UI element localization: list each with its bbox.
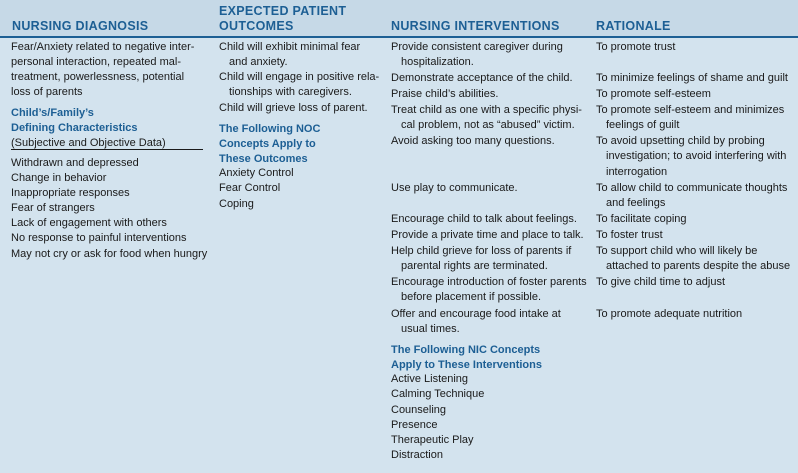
intervention-item: Treat child as one with a specific physi-	[391, 104, 582, 116]
intervention-item: Provide a private time and place to talk.	[391, 229, 584, 241]
intervention-item: Use play to communicate.	[391, 182, 518, 194]
intervention-item: Encourage introduction of foster parents	[391, 276, 587, 288]
rationale-item: To promote adequate nutrition	[596, 308, 743, 320]
intervention-item-cont: usual times.	[401, 323, 460, 335]
characteristic-item: Fear of strangers	[11, 202, 95, 214]
intervention-item: Praise child’s abilities.	[391, 88, 499, 100]
intervention-item: Offer and encourage food intake at	[391, 308, 561, 320]
diagnosis-line: treatment, powerlessness, potential	[11, 71, 185, 83]
rationale-item: To facilitate coping	[596, 213, 687, 225]
rationale-item: To promote self-esteem and minimizes	[596, 104, 785, 116]
characteristic-item: Change in behavior	[11, 172, 107, 184]
header-nursing-interventions: NURSING INTERVENTIONS	[391, 19, 560, 33]
diagnosis-line: personal interaction, repeated mal-	[11, 56, 181, 68]
noc-title: These Outcomes	[219, 153, 308, 165]
characteristics-title: Child’s/Family’s	[11, 107, 94, 119]
rationale-item: To promote trust	[596, 41, 676, 53]
characteristic-item: No response to painful interventions	[11, 232, 187, 244]
characteristic-item: May not cry or ask for food when hungry	[11, 248, 208, 260]
intervention-item-cont: hospitalization.	[401, 56, 474, 68]
diagnosis-line: loss of parents	[11, 86, 83, 98]
intervention-item-cont: cal problem, not as “abused” victim.	[401, 119, 575, 131]
rationale-item-cont: investigation; to avoid interfering with	[606, 150, 787, 162]
header-expected-outcomes-line2: OUTCOMES	[219, 19, 294, 33]
header-nursing-diagnosis: NURSING DIAGNOSIS	[12, 19, 149, 33]
noc-item: Fear Control	[219, 182, 281, 194]
rationale-item: To foster trust	[596, 229, 663, 241]
nic-title: The Following NIC Concepts	[391, 344, 541, 356]
noc-title: The Following NOC	[219, 123, 321, 135]
nic-item: Counseling	[391, 404, 447, 416]
characteristic-item: Inappropriate responses	[11, 187, 130, 199]
nic-item: Calming Technique	[391, 388, 485, 400]
characteristics-title: Defining Characteristics	[11, 122, 138, 134]
characteristic-item: Lack of engagement with others	[11, 217, 167, 229]
rationale-item: To support child who will likely be	[596, 245, 758, 257]
outcome-item: Child will engage in positive rela-	[219, 71, 380, 83]
nic-item: Active Listening	[391, 373, 469, 385]
rationale-item: To give child time to adjust	[596, 276, 726, 288]
intervention-item: Avoid asking too many questions.	[391, 135, 555, 147]
outcome-item-cont: and anxiety.	[229, 56, 288, 68]
rationale-item-cont: feelings of guilt	[606, 119, 680, 131]
intervention-item: Help child grieve for loss of parents if	[391, 245, 572, 257]
noc-item: Anxiety Control	[219, 167, 294, 179]
rationale-item: To promote self-esteem	[596, 88, 711, 100]
rationale-item: To minimize feelings of shame and guilt	[596, 72, 788, 84]
nic-item: Distraction	[391, 449, 443, 461]
header-expected-outcomes-line1: EXPECTED PATIENT	[219, 4, 347, 18]
outcome-item: Child will grieve loss of parent.	[219, 102, 368, 114]
outcome-item: Child will exhibit minimal fear	[219, 41, 361, 53]
nic-item: Presence	[391, 419, 438, 431]
intervention-item: Provide consistent caregiver during	[391, 41, 563, 53]
noc-title: Concepts Apply to	[219, 138, 316, 150]
rationale-item: To allow child to communicate thoughts	[596, 182, 788, 194]
intervention-item: Demonstrate acceptance of the child.	[391, 72, 573, 84]
table-header	[0, 0, 798, 38]
rationale-item-cont: and feelings	[606, 197, 666, 209]
noc-item: Coping	[219, 198, 254, 210]
rationale-item-cont: attached to parents despite the abuse	[606, 260, 791, 272]
characteristics-subtitle: (Subjective and Objective Data)	[11, 137, 203, 150]
intervention-item: Encourage child to talk about feelings.	[391, 213, 577, 225]
rationale-item: To avoid upsetting child by probing	[596, 135, 765, 147]
nic-title: Apply to These Interventions	[391, 359, 542, 371]
nic-item: Therapeutic Play	[391, 434, 474, 446]
characteristic-item: Withdrawn and depressed	[11, 157, 139, 169]
diagnosis-line: Fear/Anxiety related to negative inter-	[11, 41, 195, 53]
header-rationale: RATIONALE	[596, 19, 671, 33]
outcome-item-cont: tionships with caregivers.	[229, 86, 352, 98]
rationale-item-cont: interrogation	[606, 166, 668, 178]
intervention-item-cont: before placement if possible.	[401, 291, 542, 303]
intervention-item-cont: parental rights are terminated.	[401, 260, 548, 272]
